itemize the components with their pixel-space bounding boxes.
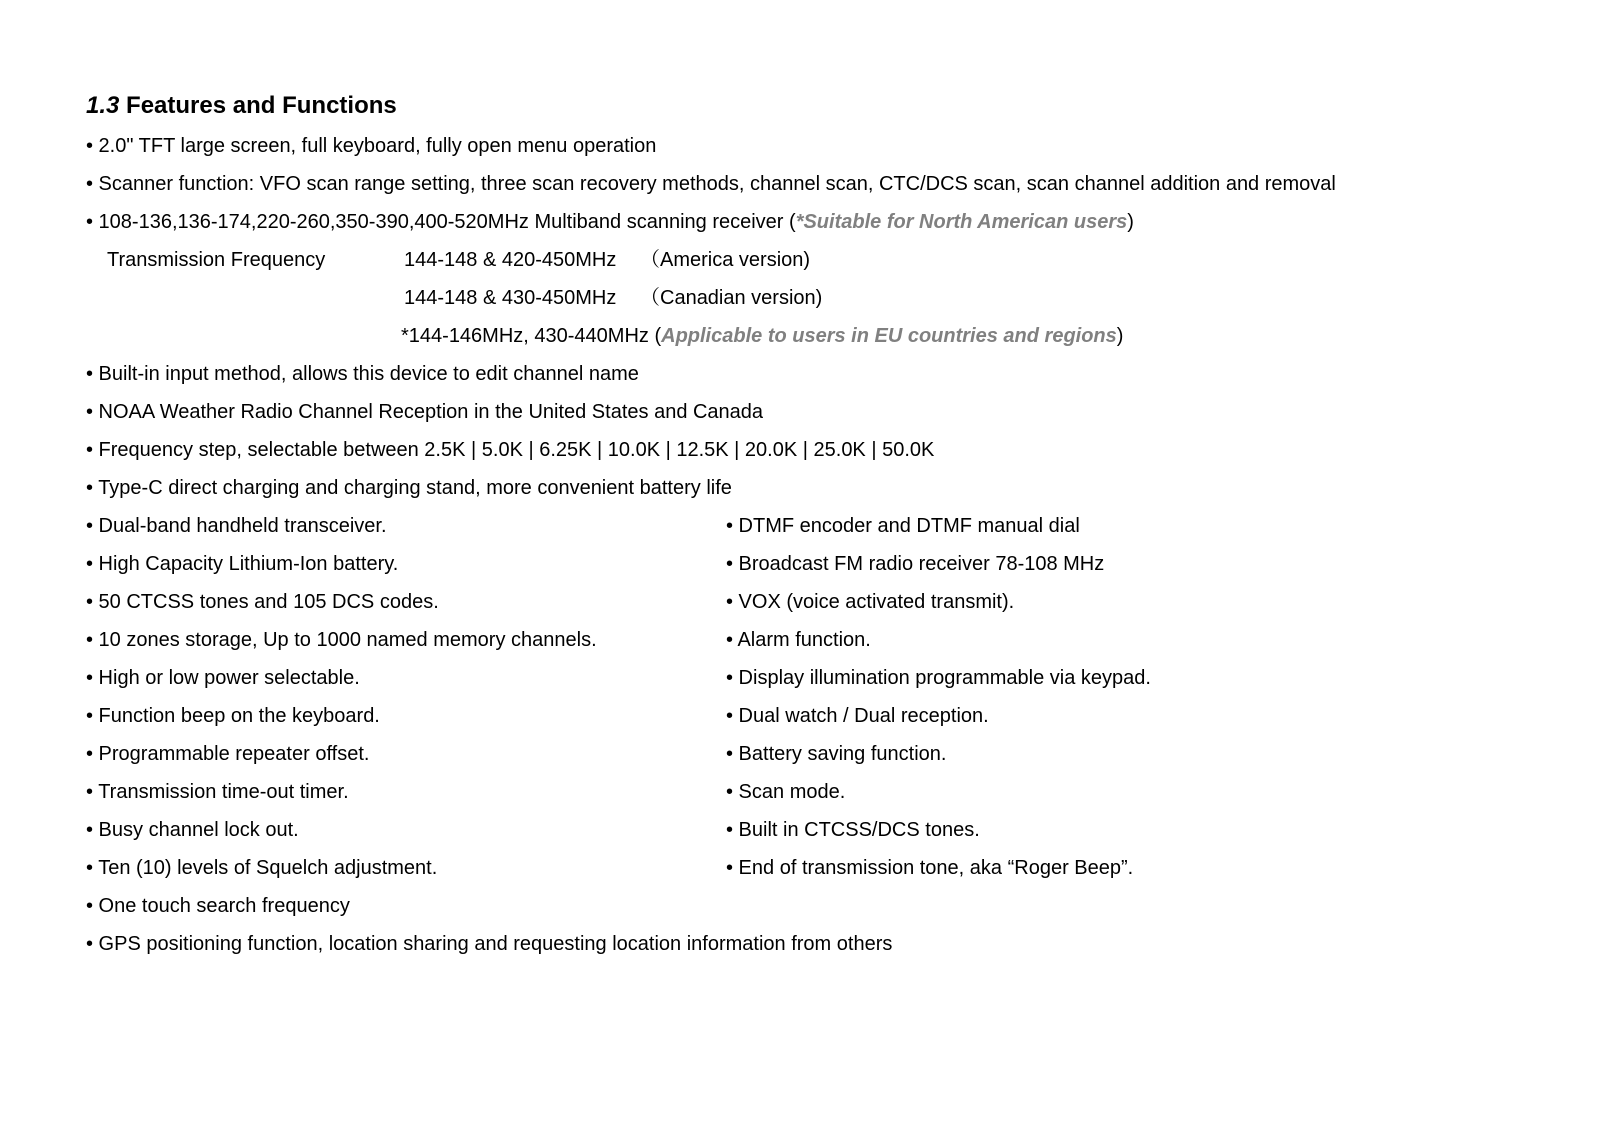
america-frequency: 144-148 & 420-450MHz [404, 249, 617, 271]
feature-item: • Built-in input method, allows this device to edit channel name [86, 363, 639, 385]
left-feature-item: • High Capacity Lithium-Ion battery. [86, 553, 399, 575]
multiband-note: *Suitable for North American users [795, 211, 1128, 233]
canada-frequency: 144-148 & 430-450MHz [404, 287, 617, 309]
left-feature-item: • 50 CTCSS tones and 105 DCS codes. [86, 591, 439, 613]
feature-item: • Scanner function: VFO scan range setting, three scan recovery methods, channel scan, CTC/DCS scan, scan channel addition and removal [86, 173, 1336, 195]
right-feature-item: • DTMF encoder and DTMF manual dial [726, 515, 1080, 537]
multiband-text: • 108-136,136-174,220-260,350-390,400-520MHz Multiband scanning receiver ( [86, 211, 796, 233]
eu-note: Applicable to users in EU countries and regions [661, 325, 1117, 347]
right-feature-item: • VOX (voice activated transmit). [726, 591, 1015, 613]
transmission-label: Transmission Frequency [107, 249, 326, 271]
section-title: Features and Functions [126, 92, 397, 119]
section-number: 1.3 [86, 92, 120, 119]
feature-item: • GPS positioning function, location sharing and requesting location information from others [86, 933, 893, 955]
left-feature-item: • Dual-band handheld transceiver. [86, 515, 387, 537]
right-feature-item: • Broadcast FM radio receiver 78-108 MHz [726, 553, 1105, 575]
left-feature-item: • 10 zones storage, Up to 1000 named memory channels. [86, 629, 597, 651]
left-feature-item: • Programmable repeater offset. [86, 743, 370, 765]
left-feature-item: • Ten (10) levels of Squelch adjustment. [86, 857, 438, 879]
multiband-suffix: ) [1127, 211, 1134, 233]
right-feature-item: • End of transmission tone, aka “Roger Beep”. [726, 857, 1134, 879]
left-feature-item: • Busy channel lock out. [86, 819, 299, 841]
feature-item: • NOAA Weather Radio Channel Reception in the United States and Canada [86, 401, 764, 423]
eu-frequency: *144-146MHz, 430-440MHz ( [401, 325, 662, 347]
feature-item: • 2.0" TFT large screen, full keyboard, fully open menu operation [86, 135, 657, 157]
eu-suffix: ) [1116, 325, 1124, 347]
feature-item: • Frequency step, selectable between 2.5K | 5.0K | 6.25K | 10.0K | 12.5K | 20.0K | 25.0K | 50.0K [86, 439, 935, 461]
right-feature-item: • Dual watch / Dual reception. [726, 705, 989, 727]
right-feature-item: • Alarm function. [726, 629, 871, 651]
feature-item: • One touch search frequency [86, 895, 350, 917]
right-feature-item: • Battery saving function. [726, 743, 947, 765]
canada-version: （Canadian version) [640, 287, 823, 309]
left-feature-item: • Function beep on the keyboard. [86, 705, 380, 727]
america-version: （America version) [640, 249, 811, 271]
right-feature-item: • Scan mode. [726, 781, 846, 803]
right-feature-item: • Built in CTCSS/DCS tones. [726, 819, 980, 841]
eu-frequency-line [401, 324, 1123, 348]
multiband-item [86, 210, 1134, 234]
left-feature-item: • Transmission time-out timer. [86, 781, 349, 803]
feature-item: • Type-C direct charging and charging stand, more convenient battery life [86, 477, 732, 499]
left-feature-item: • High or low power selectable. [86, 667, 360, 689]
section-heading [86, 92, 397, 120]
right-feature-item: • Display illumination programmable via keypad. [726, 667, 1151, 689]
